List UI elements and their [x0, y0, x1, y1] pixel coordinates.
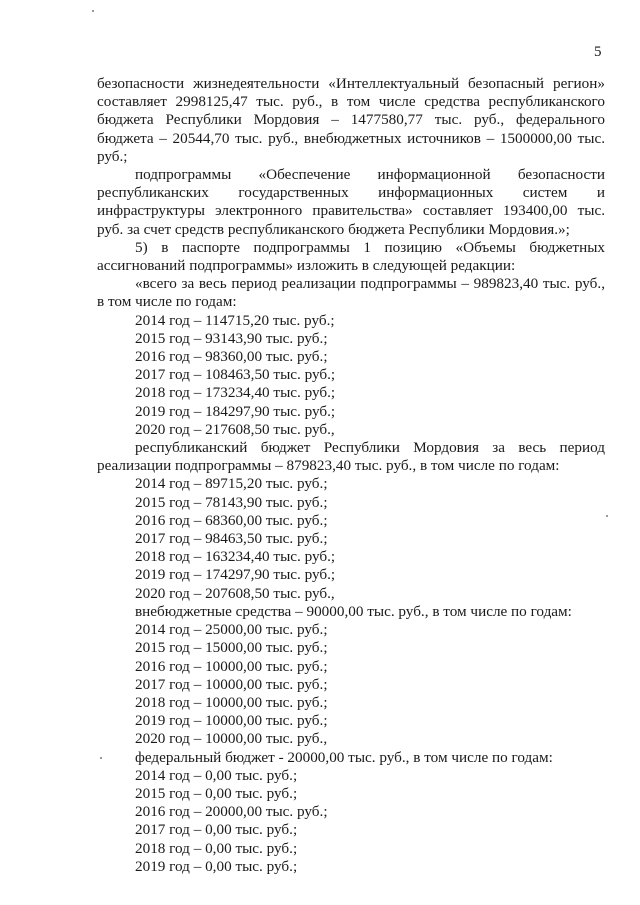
- republic-years-list: [97, 475, 605, 602]
- text-line: руб. за счет средств республиканского бюджета Республики Мордовия.»;: [97, 220, 570, 238]
- text-line: руб.;: [97, 147, 128, 165]
- scan-speck: [92, 10, 94, 12]
- list-item: 2016 год – 10000,00 тыс. руб.;: [135, 657, 328, 675]
- scan-speck: [100, 757, 102, 759]
- list-item: 2018 год – 173234,40 тыс. руб.;: [135, 384, 336, 402]
- text-line: 5) в паспорте подпрограммы 1 позицию «Объемы бюджетных: [135, 238, 605, 256]
- paragraph-extrabudget: внебюджетные средства – 90000,00 тыс. руб., в том числе по годам:: [135, 602, 572, 620]
- list-item: 2020 год – 207608,50 тыс. руб.,: [135, 584, 335, 602]
- list-item: 2017 год – 10000,00 тыс. руб.;: [135, 675, 328, 693]
- paragraph-item-5: [97, 239, 605, 275]
- list-item: 2017 год – 108463,50 тыс. руб.;: [135, 366, 336, 384]
- scan-speck: [606, 515, 608, 517]
- text-line: безопасности жизнедеятельности «Интеллектуальный безопасный регион»: [97, 75, 605, 92]
- list-item: 2014 год – 0,00 тыс. руб.;: [135, 766, 298, 784]
- list-item: 2014 год – 114715,20 тыс. руб.;: [135, 311, 335, 329]
- list-item: 2019 год – 184297,90 тыс. руб.;: [135, 402, 336, 420]
- text-line: составляет 2998125,47 тыс. руб., в том числе средства республиканского: [97, 93, 605, 111]
- list-item: 2015 год – 15000,00 тыс. руб.;: [135, 639, 328, 657]
- paragraph-federal-budget: федеральный бюджет - 20000,00 тыс. руб., в том числе по годам:: [135, 748, 553, 766]
- page-number: 5: [594, 44, 602, 60]
- total-years-list: [97, 312, 605, 439]
- list-item: 2014 год – 89715,20 тыс. руб.;: [135, 475, 328, 493]
- list-item: 2015 год – 0,00 тыс. руб.;: [135, 784, 298, 802]
- list-item: 2019 год – 174297,90 тыс. руб.;: [135, 566, 336, 584]
- list-item: 2016 год – 68360,00 тыс. руб.;: [135, 511, 328, 529]
- text-line: подпрограммы «Обеспечение информационной безопасности: [135, 166, 605, 184]
- text-line: бюджета – 20544,70 тыс. руб., внебюджетных источников – 1500000,00 тыс.: [97, 129, 605, 147]
- list-item: 2018 год – 10000,00 тыс. руб.;: [135, 693, 328, 711]
- list-item: 2017 год – 0,00 тыс. руб.;: [135, 821, 298, 839]
- document-body: [97, 75, 605, 876]
- paragraph-budget-summary: [97, 75, 605, 166]
- list-item: 2020 год – 217608,50 тыс. руб.,: [135, 420, 335, 438]
- list-item: 2015 год – 93143,90 тыс. руб.;: [135, 329, 328, 347]
- text-line: бюджета Республики Мордовия – 1477580,77 тыс. руб., федерального: [97, 111, 605, 129]
- text-line: республиканский бюджет Республики Мордовия за весь период: [135, 439, 605, 457]
- paragraph-total: [97, 275, 605, 311]
- list-item: 2018 год – 0,00 тыс. руб.;: [135, 839, 298, 857]
- paragraph-republic-budget: [97, 439, 605, 475]
- extrabudget-years-list: [97, 621, 605, 748]
- text-line: реализации подпрограммы – 879823,40 тыс. руб., в том числе по годам:: [97, 457, 560, 475]
- text-line: инфраструктуры электронного правительства» составляет 193400,00 тыс.: [97, 202, 605, 220]
- list-item: 2015 год – 78143,90 тыс. руб.;: [135, 493, 328, 511]
- list-item: 2018 год – 163234,40 тыс. руб.;: [135, 548, 336, 566]
- text-line: «всего за весь период реализации подпрограммы – 989823,40 тыс. руб.,: [135, 275, 605, 293]
- text-line: в том числе по годам:: [97, 293, 237, 311]
- list-item: 2016 год – 20000,00 тыс. руб.;: [135, 803, 328, 821]
- list-item: 2017 год – 98463,50 тыс. руб.;: [135, 530, 328, 548]
- paragraph-subprogram-security: [97, 166, 605, 239]
- list-item: 2020 год – 10000,00 тыс. руб.,: [135, 730, 328, 748]
- list-item: 2019 год – 10000,00 тыс. руб.;: [135, 712, 328, 730]
- list-item: 2019 год – 0,00 тыс. руб.;: [135, 857, 298, 875]
- list-item: 2016 год – 98360,00 тыс. руб.;: [135, 348, 328, 366]
- list-item: 2014 год – 25000,00 тыс. руб.;: [135, 621, 328, 639]
- text-line: ассигнований подпрограммы» изложить в следующей редакции:: [97, 257, 516, 275]
- federal-years-list: [97, 767, 605, 876]
- text-line: республиканских государственных информационных систем и: [97, 184, 605, 202]
